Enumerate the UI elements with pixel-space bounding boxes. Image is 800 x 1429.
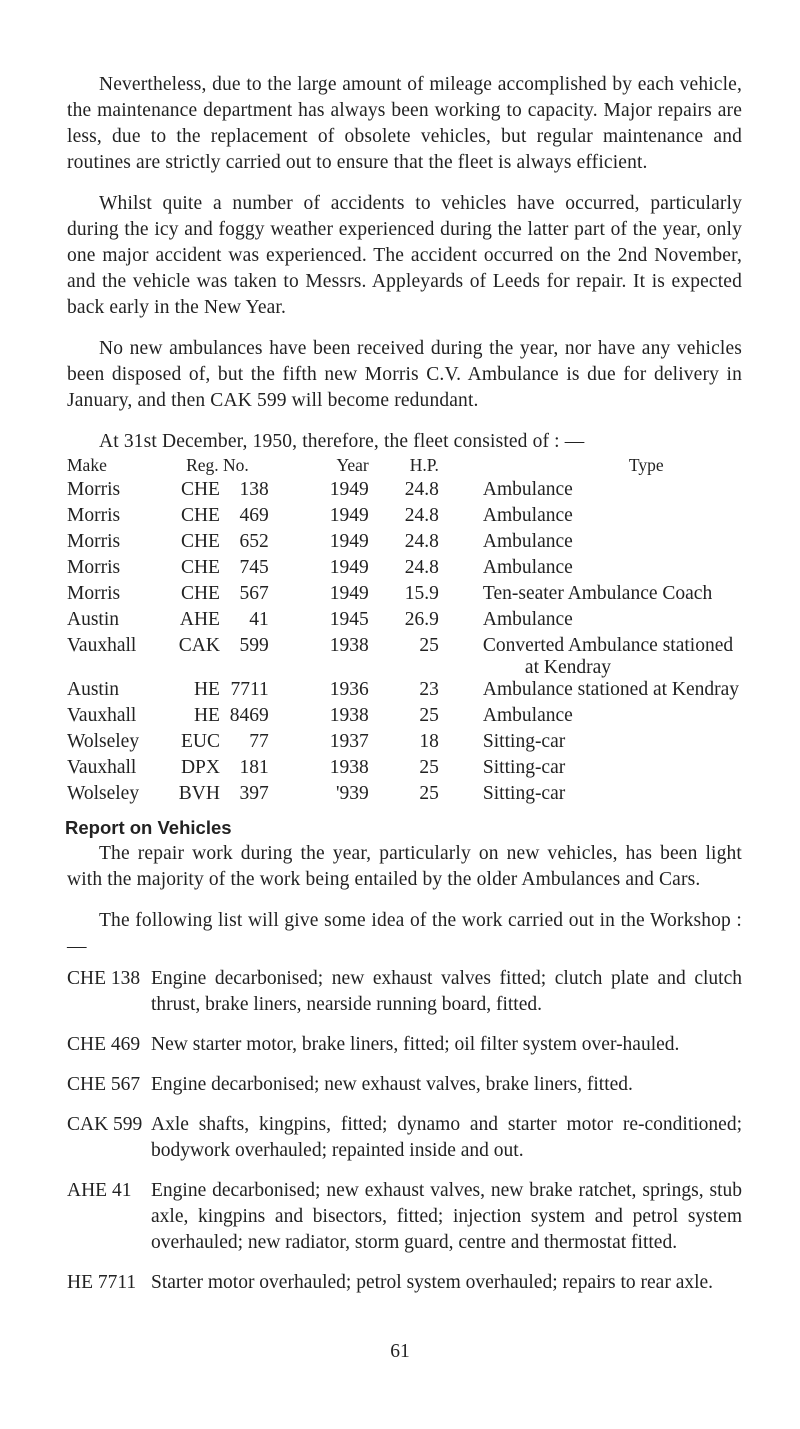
work-item-description: Axle shafts, kingpins, fitted; dynamo and starter motor re-conditioned; bodywork overhauled; repainted inside and out. (151, 1114, 742, 1161)
cell-reg-letters: CHE (180, 557, 220, 578)
paragraph-repair-work: The repair work during the year, particularly on new vehicles, has been light with the majority of the work being entailed by the older Ambulances and Cars. (67, 843, 742, 890)
cell-hp: 23 (419, 679, 439, 700)
work-item-reg: CHE 469 (67, 1034, 141, 1055)
cell-type (439, 731, 742, 757)
cell-hp: 18 (419, 731, 439, 752)
cell-hp: 25 (419, 635, 439, 656)
cell-hp: 24.8 (404, 531, 439, 552)
cell-reg-number: 138 (239, 479, 269, 500)
cell-type (439, 757, 742, 783)
cell-reg-number: 397 (239, 783, 269, 804)
table-row (67, 479, 742, 505)
cell-type (439, 783, 742, 809)
cell-hp: 25 (419, 705, 439, 726)
cell-reg-letters: EUC (180, 731, 220, 752)
cell-year: 1938 (329, 757, 369, 778)
cell-reg-letters: CHE (180, 479, 220, 500)
cell-year: 1949 (329, 505, 369, 526)
cell-hp: 26.9 (404, 609, 439, 630)
cell-year: 1949 (329, 531, 369, 552)
cell-hp: 24.8 (404, 479, 439, 500)
cell-reg-letters: CHE (180, 505, 220, 526)
work-item-description: New starter motor, brake liners, fitted; oil filter system over-hauled. (151, 1034, 680, 1055)
cell-reg-letters: HE (193, 679, 220, 700)
cell-type-text: Ambulance (482, 557, 573, 578)
list-item (67, 1032, 742, 1058)
cell-make: Austin (67, 679, 120, 700)
table-row (67, 705, 742, 731)
cell-type (439, 583, 742, 609)
cell-hp: 24.8 (404, 557, 439, 578)
cell-year: 1949 (329, 557, 369, 578)
report-heading: Report on Vehicles (65, 817, 232, 838)
header-year: Year (336, 455, 369, 475)
list-item (67, 1112, 742, 1164)
table-row (67, 583, 742, 609)
cell-reg-number: 469 (239, 505, 269, 526)
cell-hp: 15.9 (404, 583, 439, 604)
paragraph-workshop-intro: The following list will give some idea of the work carried out in the Workshop : — (67, 910, 742, 957)
cell-make: Morris (67, 531, 121, 552)
cell-reg-number: 599 (239, 635, 269, 656)
work-item-reg: CHE 567 (67, 1074, 141, 1095)
table-row (67, 679, 742, 705)
cell-make: Morris (67, 505, 121, 526)
cell-type (439, 705, 742, 731)
cell-make: Vauxhall (67, 757, 137, 778)
cell-hp: 24.8 (404, 505, 439, 526)
table-row (67, 531, 742, 557)
cell-reg-number: 181 (239, 757, 269, 778)
cell-type (439, 479, 742, 505)
table-row (67, 635, 742, 679)
header-hp: H.P. (409, 455, 439, 475)
page-number: 61 (390, 1341, 410, 1362)
cell-type-text: Ambulance (482, 705, 573, 726)
cell-year: 1949 (329, 583, 369, 604)
cell-type-text: Converted Ambulance stationed (482, 635, 734, 656)
fleet-table (67, 455, 742, 809)
cell-make: Morris (67, 557, 121, 578)
cell-year: 1938 (329, 635, 369, 656)
table-row (67, 557, 742, 583)
cell-hp: 25 (419, 757, 439, 778)
paragraph-fleet-intro: At 31st December, 1950, therefore, the fleet consisted of : — (99, 431, 585, 452)
cell-type-text: Ten-seater Ambulance Coach (482, 583, 713, 604)
cell-reg-letters: HE (193, 705, 220, 726)
cell-type-text: Sitting-car (482, 731, 566, 752)
header-reg: Reg. No. (186, 455, 249, 475)
list-item (67, 1178, 742, 1256)
cell-type-text: Ambulance (482, 531, 573, 552)
cell-type (439, 505, 742, 531)
workshop-list (67, 966, 742, 1296)
cell-reg-number: 745 (239, 557, 269, 578)
cell-type-text-line2: at Kendray (524, 657, 612, 678)
work-item-description: Engine decarbonised; new exhaust valves, new brake ratchet, springs, stub axle, kingpins and bisectors, fitted; injection system and petrol system overhauled; new radiator, storm guard, centre and thermostat fitted. (151, 1180, 742, 1253)
cell-make: Austin (67, 609, 120, 630)
cell-type (439, 679, 742, 705)
cell-make: Vauxhall (67, 705, 137, 726)
cell-reg-letters: CHE (180, 531, 220, 552)
header-type: Type (628, 455, 664, 475)
cell-type-text: Ambulance stationed at Kendray (482, 679, 740, 700)
list-item (67, 1270, 742, 1296)
paragraph-new-ambulances: No new ambulances have been received during the year, nor have any vehicles been disposed of, but the fifth new Morris C.V. Ambulance is due for delivery in January, and then CAK 599 will become redundant. (67, 338, 742, 411)
cell-make: Vauxhall (67, 635, 137, 656)
work-item-reg: HE 7711 (67, 1272, 137, 1293)
cell-reg-letters: CAK (178, 635, 220, 656)
work-item-reg: AHE 41 (67, 1180, 132, 1201)
cell-hp: 25 (419, 783, 439, 804)
work-item-description: Engine decarbonised; new exhaust valves, brake liners, fitted. (151, 1074, 633, 1095)
cell-reg-number: 567 (239, 583, 269, 604)
cell-type-text: Ambulance (482, 479, 573, 500)
paragraph-maintenance: Nevertheless, due to the large amount of mileage accomplished by each vehicle, the maintenance department has always been working to capacity. Major repairs are less, due to the replacement of obsolete vehicles, but regular maintenance and routines are strictly carried out to ensure that the fleet is always efficient. (67, 74, 742, 173)
cell-reg-number: 7711 (230, 679, 269, 700)
cell-year: 1945 (329, 609, 369, 630)
fleet-table-header (67, 455, 742, 479)
cell-make: Wolseley (67, 731, 140, 752)
cell-type (439, 557, 742, 583)
cell-type (439, 609, 742, 635)
cell-reg-letters: CHE (180, 583, 220, 604)
cell-make: Wolseley (67, 783, 140, 804)
cell-year: 1937 (329, 731, 369, 752)
table-row (67, 609, 742, 635)
cell-year: 1949 (329, 479, 369, 500)
cell-type-text: Ambulance (482, 505, 573, 526)
cell-reg-number: 41 (249, 609, 269, 630)
cell-type (439, 635, 742, 679)
work-item-description: Engine decarbonised; new exhaust valves fitted; clutch plate and clutch thrust, brake liners, nearside running board, fitted. (151, 968, 742, 1015)
work-item-reg: CHE 138 (67, 968, 141, 989)
list-item (67, 966, 742, 1018)
cell-type (439, 531, 742, 557)
table-row (67, 783, 742, 809)
cell-type-text: Sitting-car (482, 757, 566, 778)
cell-reg-letters: DPX (180, 757, 220, 778)
table-row (67, 757, 742, 783)
table-row (67, 505, 742, 531)
cell-reg-number: 77 (249, 731, 269, 752)
cell-reg-number: 652 (239, 531, 269, 552)
cell-make: Morris (67, 479, 121, 500)
document-page (67, 72, 742, 1310)
cell-type-text: Ambulance (482, 609, 573, 630)
header-make: Make (67, 455, 107, 475)
cell-reg-letters: AHE (179, 609, 220, 630)
cell-type-text: Sitting-car (482, 783, 566, 804)
list-item (67, 1072, 742, 1098)
cell-make: Morris (67, 583, 121, 604)
cell-year: 1938 (329, 705, 369, 726)
work-item-reg: CAK 599 (67, 1114, 143, 1135)
paragraph-accidents: Whilst quite a number of accidents to vehicles have occurred, particularly during the icy and foggy weather experienced during the latter part of the year, only one major accident was experienced. The accident occurred on the 2nd November, and the vehicle was taken to Messrs. Appleyards of Leeds for repair. It is expected back early in the New Year. (67, 193, 742, 318)
work-item-description: Starter motor overhauled; petrol system overhauled; repairs to rear axle. (151, 1272, 714, 1293)
cell-reg-letters: BVH (178, 783, 220, 804)
table-row (67, 731, 742, 757)
cell-year: 1936 (329, 679, 369, 700)
cell-year: '939 (335, 783, 369, 804)
cell-reg-number: 8469 (229, 705, 269, 726)
